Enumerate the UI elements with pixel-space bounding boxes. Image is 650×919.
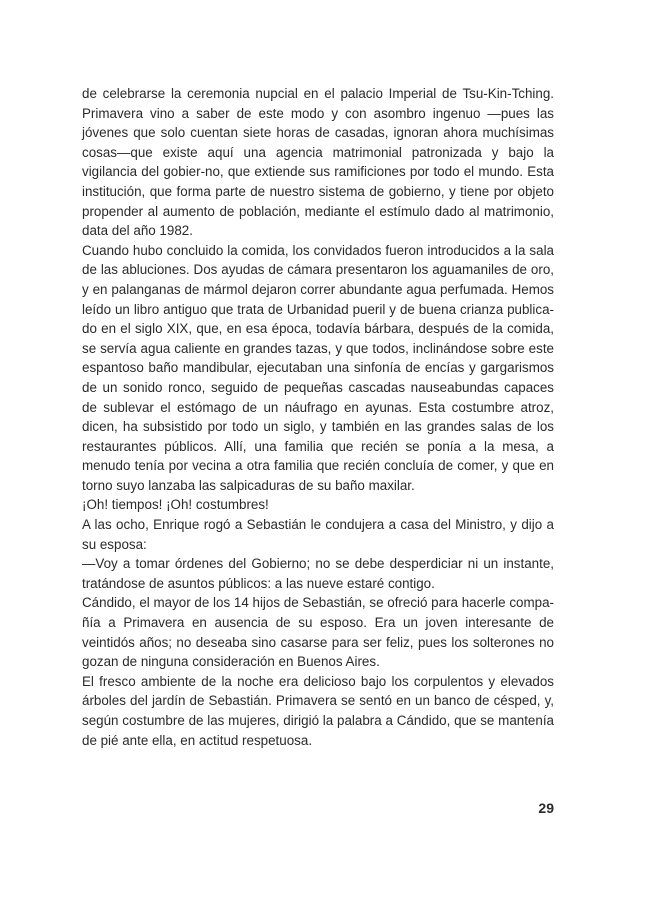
paragraph-1: de celebrarse la ceremonia nupcial en el palacio Imperial de Tsu-Kin-Tching. Primavera vino a saber de este modo y con asombro ingenuo —pues las jóvenes que solo cuentan siete horas de casadas, ignoran ahora muchísimas cosas—que existe aquí una agencia matrimonial patronizada y bajo la vigilancia del gobier-no, que extiende sus ramificiones por todo el mundo. Esta institución, que forma parte de nuestro sistema de gobierno, y tiene por objeto propender al aumento de población, mediante el estímulo dado al matrimonio, data del año 1982. [82, 86, 554, 239]
paragraph-4: A las ocho, Enrique rogó a Sebastián le condujera a casa del Ministro, y dijo a su esposa: [82, 517, 554, 552]
paragraph-2: Cuando hubo concluido la comida, los convidados fueron introducidos a la sala de las abluciones. Dos ayudas de cámara presentaron los aguamaniles de oro, y en palanganas de mármol dejaron correr abundante agua perfumada. Hemos leído un libro antiguo que trata de Urbanidad pueril y de buena crianza publica-do en el siglo XIX, que, en esa época, todavía bárbara, después de la comida, se servía agua caliente en grandes tazas, y que todos, inclinándose sobre este espantoso baño mandibular, ejecutaban una sinfonía de encías y gargarismos de un sonido ronco, seguido de pequeñas cascadas nauseabundas capaces de sublevar el estómago de un náufrago en ayunas. Esta costumbre atroz, dicen, ha subsistido por todo un siglo, y también en las grandes salas de los restaurantes públicos. Allí, una familia que recién se ponía a la mesa, a menudo tenía por vecina a otra familia que recién concluía de comer, y que en torno suyo lanzaba las salpicaduras de su baño maxilar. [82, 242, 554, 493]
paragraph-3: ¡Oh! tiempos! ¡Oh! costumbres! [82, 497, 269, 513]
paragraph-6: Cándido, el mayor de los 14 hijos de Sebastián, se ofreció para hacerle compa-ñía a Primavera en ausencia de su esposo. Era un joven interesante de veintidós años; no deseaba sino casarse para ser feliz, pues los solterones no gozan de ninguna consideración en Buenos Aires. [82, 595, 554, 670]
body-text [82, 84, 554, 750]
paragraph-5: —Voy a tomar órdenes del Gobierno; no se debe desperdiciar ni un instante, tratándose de asuntos públicos: a las nueve estaré contigo. [82, 556, 554, 591]
paragraph-7: El fresco ambiente de la noche era delicioso bajo los corpulentos y elevados árboles del jardín de Sebastián. Primavera se sentó en un banco de césped, y, según costumbre de las mujeres, dirigió la palabra a Cándido, que se mantenía de pié ante ella, en actitud respetuosa. [82, 673, 554, 748]
page-number: 29 [538, 800, 554, 816]
